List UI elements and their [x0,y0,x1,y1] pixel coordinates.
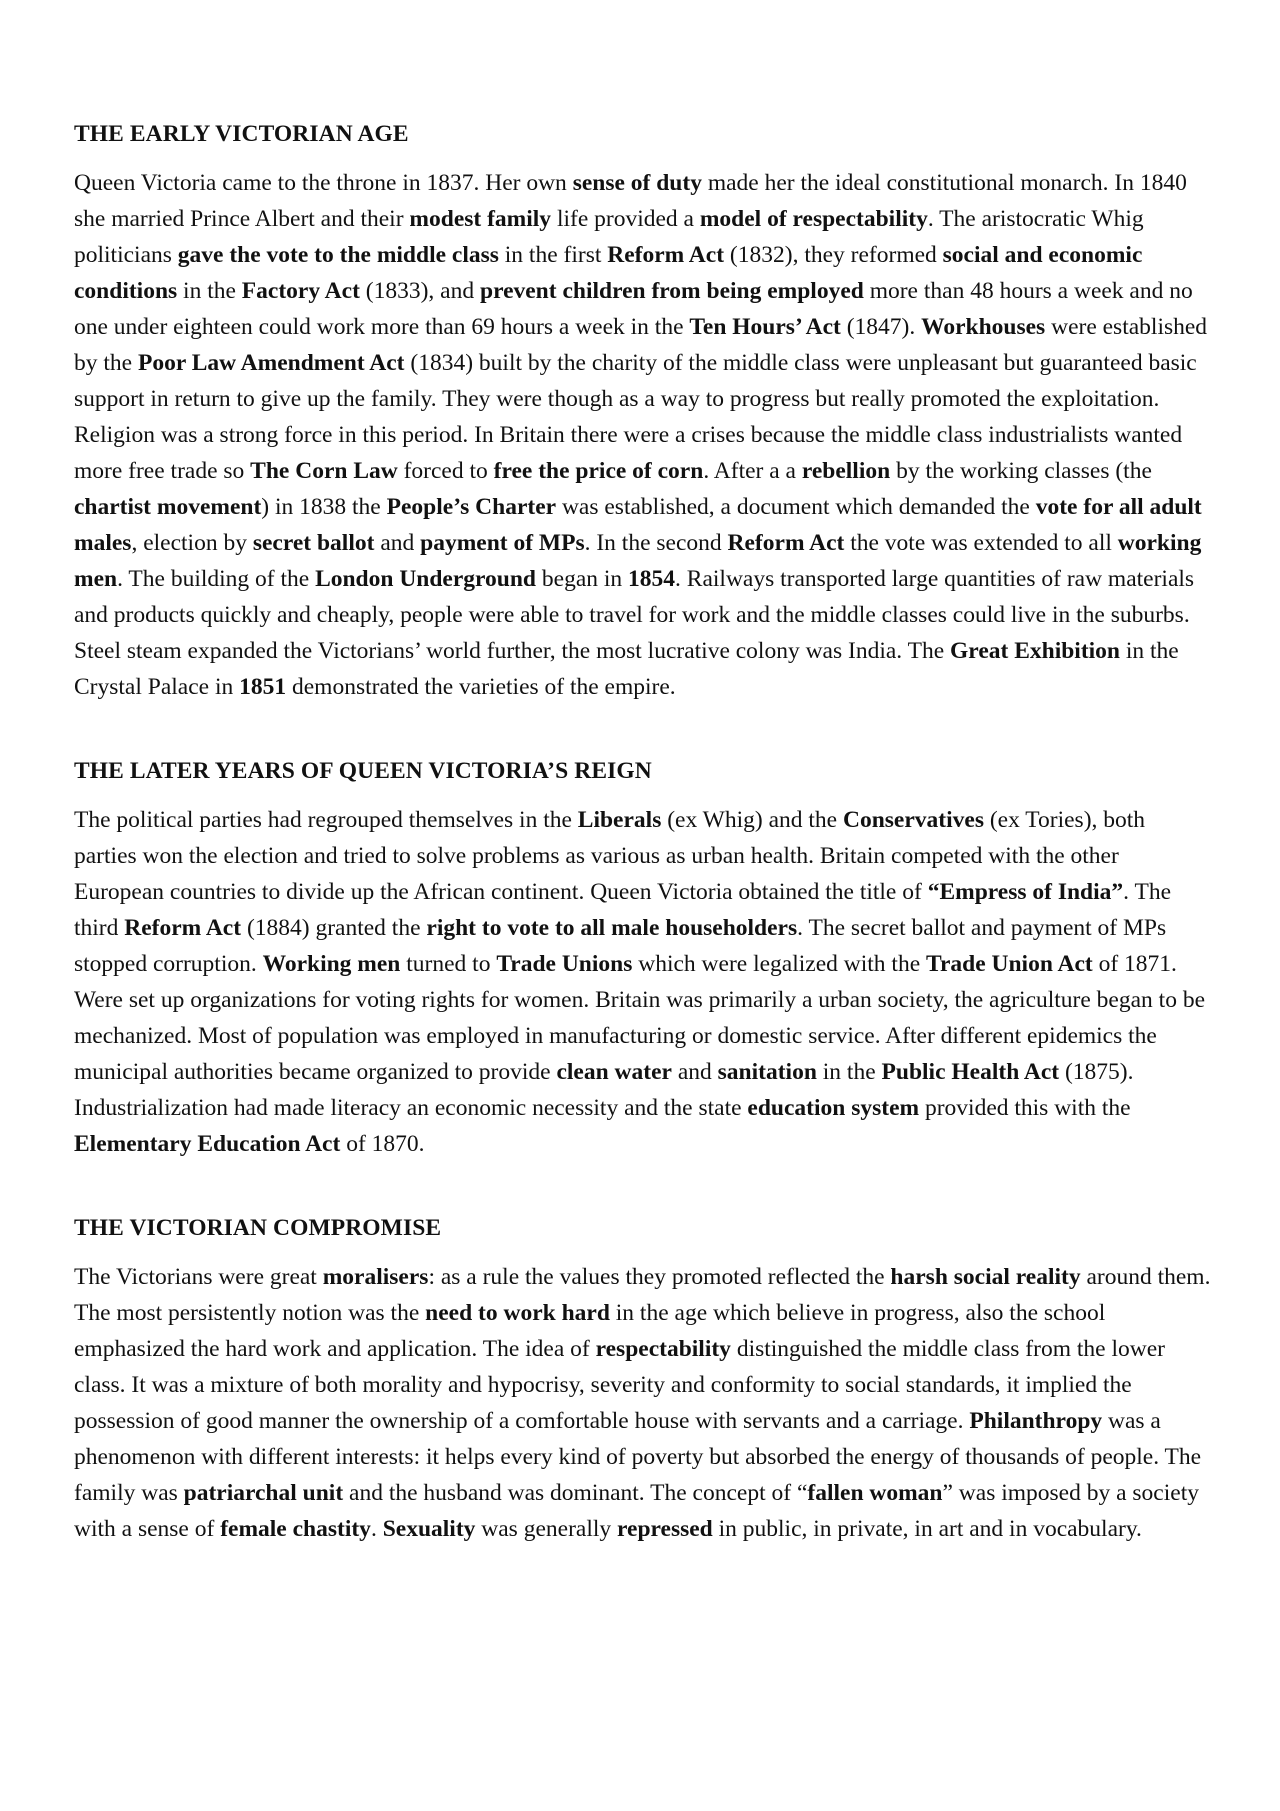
bold-text-run: patriarchal unit [183,1480,344,1506]
bold-text-run: Reform Act [727,530,845,556]
bold-text-run: modest family [409,206,552,232]
text-run: in the first [498,242,608,268]
bold-text-run: harsh social reality [890,1264,1081,1290]
text-run: turned to [400,951,497,977]
text-run: in the Crystal Palace in [74,638,1179,700]
text-run: . [370,1516,383,1542]
text-run: (ex Tories), both parties won the election and tried to solve problems as various as urban health. Britain competed with the other European countries to divide up the African continent. Queen Victoria obtained the title of [74,807,1146,905]
bold-text-run: 1851 [239,674,287,700]
text-run: in the [177,278,242,304]
text-run: around them. The most persistently notion was the [74,1264,1211,1326]
bold-text-run: Trade Union Act [926,951,1093,977]
text-run: in the age which believe in progress, also the school emphasized the hard work and application. The idea of [74,1300,1106,1362]
bold-text-run: vote for all adult males [74,494,1202,556]
text-run: which were legalized with the [632,951,927,977]
bold-text-run: Reform Act [607,242,725,268]
bold-text-run: fallen woman [807,1480,943,1506]
bold-text-run: Conservatives [842,807,984,833]
text-run: . The aristocratic Whig politicians [74,206,1144,268]
text-run: . The building of the [117,566,316,592]
text-run: (1847). [840,314,922,340]
bold-text-run: right to vote to all male householders [426,915,798,941]
text-run: was generally [475,1516,618,1542]
text-run: . In the second [584,530,728,556]
section-paragraph [74,802,1212,1162]
text-run: were established by the [74,314,1208,376]
text-run: distinguished the middle class from the lower class. It was a mixture of both morality and hypocrisy, severity and conformity to social standards, it implied the possession of good manner the ownership of a comfortable house with servants and a carriage. [74,1336,1165,1434]
text-run: The political parties had regrouped themselves in the [74,807,578,833]
text-run: forced to [397,458,494,484]
text-run: and the husband was dominant. The concept of “ [343,1480,808,1506]
text-run: ” was imposed by a society with a sense of [74,1480,1199,1542]
text-run: of 1871. Were set up organizations for voting rights for women. Britain was primarily a urban society, the agriculture began to be mechanized. Most of population was employed in manufacturing or domestic service. After different epidemics the municipal authorities became organized to provide [74,951,1206,1085]
bold-text-run: sanitation [717,1059,817,1085]
text-run: The Victorians were great [74,1264,323,1290]
text-run: provided this with the [919,1095,1131,1121]
bold-text-run: rebellion [801,458,891,484]
bold-text-run: chartist movement [74,494,262,520]
section-later-years [74,757,1212,1162]
text-run: Queen Victoria came to the throne in 1837. Her own [74,170,573,196]
bold-text-run: secret ballot [252,530,375,556]
bold-text-run: need to work hard [425,1300,610,1326]
section-victorian-compromise [74,1214,1212,1547]
text-run: . After a a [703,458,802,484]
bold-text-run: repressed [617,1516,713,1542]
text-run: by the working classes (the [890,458,1152,484]
section-heading: THE VICTORIAN COMPROMISE [74,1215,442,1241]
text-run: (1875). Industrialization had made literacy an economic necessity and the state [74,1059,1134,1121]
text-run: : as a rule the values they promoted reflected the [428,1264,891,1290]
bold-text-run: sense of duty [572,170,702,196]
bold-text-run: Working men [262,951,401,977]
bold-text-run: Factory Act [241,278,360,304]
bold-text-run: gave the vote to the middle class [177,242,499,268]
text-run: demonstrated the varieties of the empire. [286,674,676,700]
text-run: of 1870. [340,1131,425,1157]
bold-text-run: Sexuality [382,1516,476,1542]
bold-text-run: payment of MPs [420,530,585,556]
text-run: , election by [131,530,253,556]
section-paragraph [74,1259,1212,1547]
text-run: began in [536,566,629,592]
bold-text-run: Great Exhibition [950,638,1120,664]
section-heading: THE EARLY VICTORIAN AGE [74,121,409,147]
text-run: (1884) granted the [241,915,427,941]
text-run: in the [816,1059,882,1085]
bold-text-run: moralisers [322,1264,429,1290]
bold-text-run: Workhouses [921,314,1046,340]
section-heading: THE LATER YEARS OF QUEEN VICTORIA’S REIGN [74,758,652,784]
text-run: was established, a document which demanded the [556,494,1036,520]
bold-text-run: Poor Law Amendment Act [137,350,405,376]
text-run: (ex Whig) and the [661,807,843,833]
section-early-victorian-age [74,120,1212,705]
text-run: more than 48 hours a week and no one under eighteen could work more than 69 hours a week in the [74,278,1193,340]
bold-text-run: Philanthropy [969,1408,1103,1434]
text-run: (1833), and [359,278,480,304]
bold-text-run: model of respectability [699,206,928,232]
text-run: ) in 1838 the [261,494,387,520]
bold-text-run: Trade Unions [496,951,633,977]
bold-text-run: social and economic conditions [74,242,1143,304]
bold-text-run: free the price of corn [493,458,704,484]
bold-text-run: People’s Charter [386,494,557,520]
text-run: (1834) built by the charity of the middle class were unpleasant but guaranteed basic support in return to give up the family. They were though as a way to progress but really promoted the exploitation. Religion was a strong force in this period. In Britain there were a crises because the middle class industrialists wanted more free trade so [74,350,1197,484]
text-run: . Railways transported large quantities of raw materials and products quickly and cheaply, people were able to travel for work and the middle classes could live in the suburbs. Steel steam expanded the Victorians’ world further, the most lucrative colony was India. The [74,566,1195,664]
text-run: the vote was extended to all [844,530,1118,556]
bold-text-run: Elementary Education Act [74,1131,341,1157]
bold-text-run: clean water [556,1059,672,1085]
text-run: life provided a [551,206,700,232]
text-run: (1832), they reformed [724,242,943,268]
bold-text-run: London Underground [315,566,537,592]
bold-text-run: “Empress of India” [927,879,1124,905]
bold-text-run: female chastity [220,1516,371,1542]
text-run: . The secret ballot and payment of MPs stopped corruption. [74,915,1167,977]
text-run: was a phenomenon with different interests: it helps every kind of poverty but absorbed the energy of thousands of people. The family was [74,1408,1202,1506]
text-run: and [671,1059,718,1085]
text-run: made her the ideal constitutional monarch. In 1840 she married Prince Albert and their [74,170,1187,232]
text-run: . The third [74,879,1172,941]
bold-text-run: education system [747,1095,920,1121]
text-run: in public, in private, in art and in vocabulary. [712,1516,1142,1542]
bold-text-run: Ten Hours’ Act [689,314,841,340]
bold-text-run: Reform Act [124,915,242,941]
bold-text-run: Public Health Act [881,1059,1060,1085]
bold-text-run: Liberals [577,807,662,833]
section-paragraph [74,165,1212,705]
bold-text-run: prevent children from being employed [480,278,864,304]
bold-text-run: respectability [595,1336,731,1362]
bold-text-run: working men [74,530,1202,592]
bold-text-run: The Corn Law [250,458,398,484]
text-run: and [374,530,421,556]
bold-text-run: 1854 [628,566,676,592]
